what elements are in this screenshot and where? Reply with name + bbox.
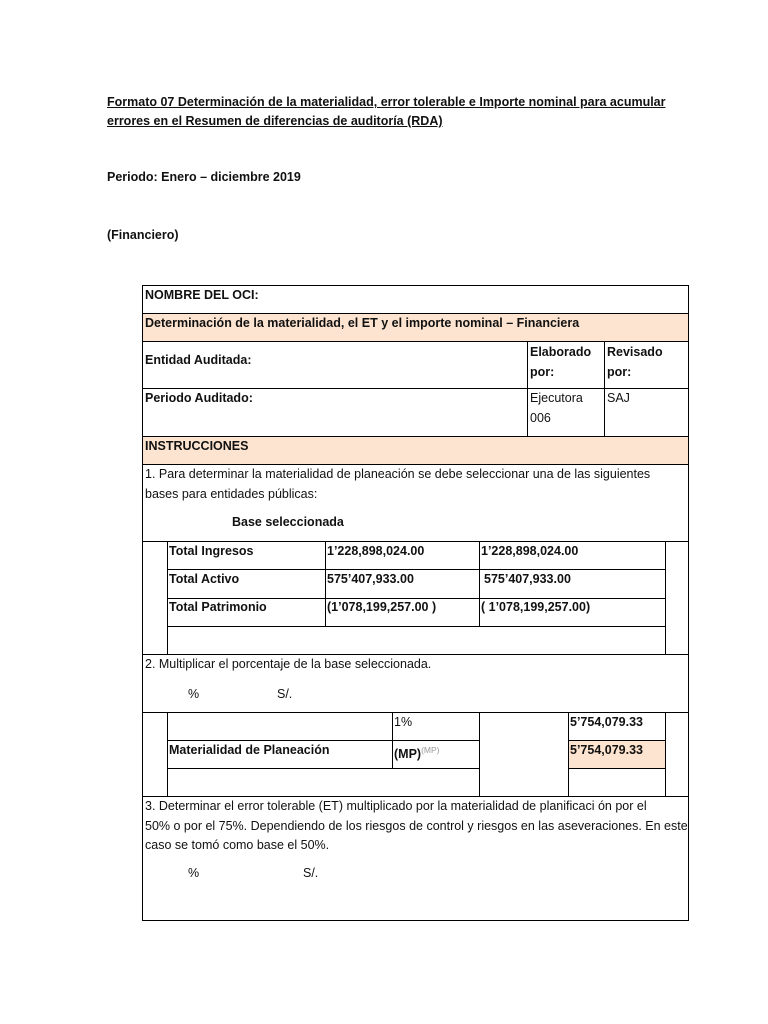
ejecutora-value: Ejecutora 006 xyxy=(530,391,583,425)
divider xyxy=(665,712,666,796)
percentage-value: 1% xyxy=(394,715,413,729)
amount-value: 5’754,079.33 xyxy=(570,715,643,729)
base-value-2: 1’228,898,024.00 xyxy=(481,544,579,558)
period-line: Periodo: Enero – diciembre 2019 xyxy=(107,170,301,184)
divider xyxy=(325,541,326,627)
periodo-auditado-label: Periodo Auditado: xyxy=(145,391,253,405)
step2-soles-label: S/. xyxy=(277,687,293,701)
elaborado-por-label: Elaborado por: xyxy=(530,345,592,379)
divider xyxy=(527,341,528,436)
oci-name-label: NOMBRE DEL OCI: xyxy=(145,288,259,302)
table-right-border xyxy=(688,285,689,921)
mp-ghost-text: (MP) xyxy=(421,745,440,755)
base-label: Total Ingresos xyxy=(169,544,254,558)
mp-text: (MP) xyxy=(394,747,422,762)
divider xyxy=(167,712,168,796)
divider xyxy=(167,569,666,570)
divider xyxy=(479,541,480,627)
base-value-1: 1’228,898,024.00 xyxy=(327,544,425,558)
base-label: Total Patrimonio xyxy=(169,600,267,614)
materialidad-value: 5’754,079.33 xyxy=(570,743,643,757)
divider xyxy=(167,626,666,627)
step3-line-3: caso se tomó como base el 50%. xyxy=(145,838,330,852)
base-value-2: ( 1’078,199,257.00) xyxy=(481,600,591,614)
step1-line-1: 1. Para determinar la materialidad de planeación se debe seleccionar una de las siguientes xyxy=(145,467,651,481)
step2-percent-label: % xyxy=(188,687,200,701)
saj-value: SAJ xyxy=(607,391,630,405)
mp-label xyxy=(394,740,440,764)
title-line-2: errores en el Resumen de diferencias de auditoría (RDA) xyxy=(107,114,443,128)
title-line-1: Formato 07 Determinación de la materialidad, error tolerable e Importe nominal para acumular xyxy=(107,95,666,109)
table-bottom-border xyxy=(142,920,689,921)
divider xyxy=(167,768,479,769)
entidad-auditada-label: Entidad Auditada: xyxy=(145,353,252,367)
step3-line-2: 50% o por el 75%. Dependiendo de los riesgos de control y riesgos en las aseveraciones. En este xyxy=(145,819,688,833)
revisado-por-label: Revisado por: xyxy=(607,345,663,379)
base-value-1: (1’078,199,257.00 ) xyxy=(327,600,437,614)
base-seleccionada-label: Base seleccionada xyxy=(232,515,344,529)
header-band-title: Determinación de la materialidad, el ET y el importe nominal – Financiera xyxy=(145,316,580,330)
step3-soles-label: S/. xyxy=(303,866,319,880)
table-left-border xyxy=(142,285,143,921)
document-title xyxy=(107,93,666,131)
divider xyxy=(479,712,480,796)
step1-line-2: bases para entidades públicas: xyxy=(145,487,318,501)
materialidad-label: Materialidad de Planeación xyxy=(169,743,330,757)
step2-text: 2. Multiplicar el porcentaje de la base seleccionada. xyxy=(145,657,432,671)
document-type: (Financiero) xyxy=(107,228,179,242)
base-label: Total Activo xyxy=(169,572,240,586)
base-value-1: 575’407,933.00 xyxy=(327,572,414,586)
instructions-heading: INSTRUCCIONES xyxy=(145,439,249,453)
divider xyxy=(604,341,605,436)
divider xyxy=(568,712,569,796)
step3-line-1: 3. Determinar el error tolerable (ET) multiplicado por la materialidad de planificaci ón por el xyxy=(145,799,647,813)
divider xyxy=(568,768,666,769)
step3-percent-label: % xyxy=(188,866,200,880)
base-value-2: 575’407,933.00 xyxy=(484,572,571,586)
